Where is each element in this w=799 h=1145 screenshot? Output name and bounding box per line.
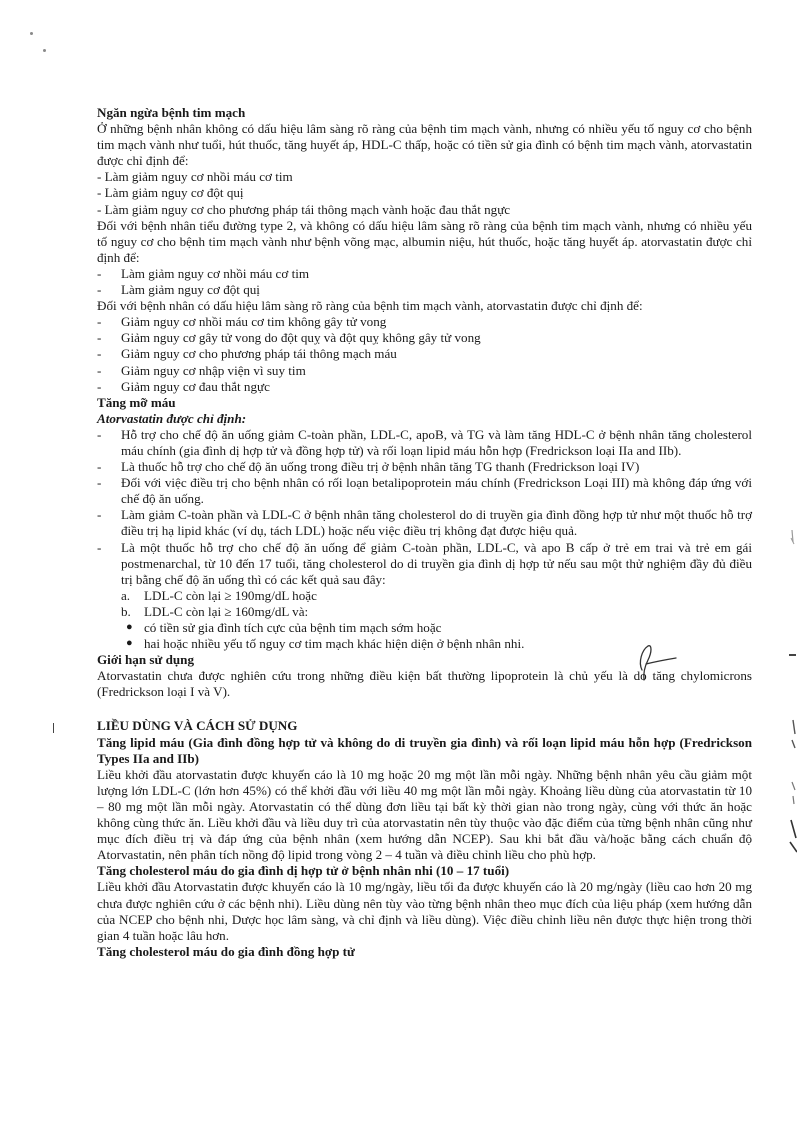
scan-edge-marks	[783, 520, 797, 860]
prevention-intro: Ở những bệnh nhân không có dấu hiệu lâm sàng rõ ràng của bệnh tim mạch vành, nhưng có nhiều yếu tố nguy cơ cho bệnh tim mạch vành như tuổi, hút thuốc, tăng huyết áp, HDL-C thấp, hoặc có tiền sử gia đình có bệnh tim mạch vành, atorvastatin được chỉ định để:	[97, 121, 752, 169]
dash-marker: -	[97, 539, 102, 555]
signs-paragraph: Đối với bệnh nhân có dấu hiệu lâm sàng rõ ràng của bệnh tim mạch vành, atorvastatin được chỉ định để:	[97, 298, 643, 314]
bullet-dot-icon: ●	[126, 637, 133, 650]
dash-marker: -	[97, 459, 102, 475]
dash-marker: -	[97, 314, 102, 330]
list-item: - Đối với việc điều trị cho bệnh nhân có rối loạn betalipoprotein máu chính (Fredrickson Loại III) mà không đáp ứng với chế độ ăn uống.	[97, 475, 752, 507]
scan-speck	[30, 32, 33, 35]
document-body	[97, 105, 752, 960]
list-item: - Làm giảm nguy cơ cho phương pháp tái thông mạch vành hoặc đau thắt ngực	[97, 201, 511, 217]
bullet-item: ● có tiền sử gia đình tích cực của bệnh tim mạch sớm hoặc	[126, 620, 442, 635]
list-item: - Giảm nguy cơ đau thắt ngực	[97, 378, 270, 394]
sub-item-a: a. LDL-C còn lại ≥ 190mg/dL hoặc	[121, 587, 317, 603]
dash-marker: -	[97, 475, 102, 491]
dosage-text-2: Liều khởi đầu Atorvastatin được khuyến cáo là 10 mg/ngày, liều tối đa được khuyến cáo là 20 mg/ngày (liều cao hơn 20 mg chưa được nghiên cứu ở các bệnh nhi). Liều dùng nên tùy vào từng bệnh nhân theo mục đích của liệu pháp (xem hướng dẫn của NCEP cho bệnh nhi, Dược học lâm sàng, và chỉ định và liều dùng). Việc điều chỉnh liều nên được thực hiện trong thời gian 4 tuần hoặc lâu hơn.	[97, 879, 752, 943]
list-item: - Giảm nguy cơ nhồi máu cơ tim không gây tử vong	[97, 314, 387, 330]
bullet-dot-icon: ●	[126, 621, 133, 633]
scan-speck	[43, 49, 46, 52]
dash-marker: -	[97, 265, 102, 281]
list-item: - Giảm nguy cơ nhập viện vì suy tim	[97, 362, 306, 378]
list-item: - Làm giảm C-toàn phần và LDL-C ở bệnh nhân tăng cholesterol do di truyền gia đình đồng hợp tử như một thuốc hỗ trợ điều trị hạ lipid khác (ví dụ, tách LDL) hoặc nếu việc điều trị không đạt được hiệu quả.	[97, 507, 752, 539]
list-item: - Làm giảm nguy cơ nhồi máu cơ tim	[97, 169, 293, 185]
dash-marker: -	[97, 426, 102, 442]
dosage-subheading-1: Tăng lipid máu (Gia đình đồng hợp tử và không do di truyền gia đình) và rối loạn lipid máu hỗn hợp (Fredrickson Types IIa and IIb)	[97, 734, 752, 766]
limits-text: Atorvastatin chưa được nghiên cứu trong những điều kiện bất thường lipoprotein là chủ yếu là do tăng chylomicrons (Fredrickson loại I và V).	[97, 668, 752, 700]
list-item: - Làm giảm nguy cơ nhồi máu cơ tim	[97, 265, 310, 281]
list-item: - Giảm nguy cơ cho phương pháp tái thông mạch máu	[97, 346, 397, 362]
dash-marker: -	[97, 282, 102, 298]
label-a: a.	[121, 587, 131, 603]
dash-marker: -	[97, 507, 102, 523]
dosage-subheading-2: Tăng cholesterol máu do gia đình dị hợp tử ở bệnh nhân nhi (10 – 17 tuổi)	[97, 863, 510, 879]
dosage-text-1: Liều khởi đầu atorvastatin được khuyến cáo là 10 mg hoặc 20 mg một lần mỗi ngày. Những bệnh nhân yêu cầu giảm một lượng lớn LDL-C (lớn hơn 45%) có thể khởi đầu với liều 40 mg một lần mỗi ngày. Khoảng liều dùng của atorvastatin từ 10 – 80 mg một lần mỗi ngày. Atorvastatin có thể dùng đơn liều tại bất kỳ thời gian nào trong ngày, cùng với thức ăn hoặc không cùng thức ăn. Liều khởi đầu và liều duy trì của atorvastatin nên tùy thuộc vào đặc điểm của từng bệnh nhân cũng như mục đích điều trị và đáp ứng của bệnh nhân (xem hướng dẫn NCEP). Sau khi bắt đầu và/hoặc bằng cách chuẩn độ Atorvastatin, nên phân tích nồng độ lipid trong vòng 2 – 4 tuần và điều chỉnh liều cho phù hợp.	[97, 766, 752, 863]
list-item: - Giảm nguy cơ gây tử vong do đột quỵ và đột quỵ không gây tử vong	[97, 330, 481, 346]
bullet-item: ● hai hoặc nhiều yếu tố nguy cơ tim mạch khác hiện diện ở bệnh nhân nhi.	[126, 636, 525, 652]
dash-marker: -	[97, 346, 102, 362]
scan-speck	[53, 723, 54, 733]
diabetes-paragraph: Đối với bệnh nhân tiểu đường type 2, và không có dấu hiệu lâm sàng rõ ràng của bệnh tim mạch vành, nhưng có nhiều yếu tố nguy cơ cho bệnh tim mạch vành như bệnh võng mạc, albumin niệu, hút thuốc, hoặc tăng huyết áp. atorvastatin được chỉ định để:	[97, 217, 752, 265]
list-item: - Làm giảm nguy cơ đột quị	[97, 282, 260, 298]
prevention-heading: Ngăn ngừa bệnh tim mạch	[97, 105, 246, 120]
sub-item-b: b. LDL-C còn lại ≥ 160mg/dL và:	[121, 603, 309, 619]
dash-marker: -	[97, 330, 102, 346]
label-b: b.	[121, 603, 131, 619]
limits-heading: Giới hạn sử dụng	[97, 652, 194, 668]
dash-marker: -	[97, 378, 102, 394]
list-item: - Làm giảm nguy cơ đột quị	[97, 185, 244, 201]
lipids-heading: Tăng mỡ máu	[97, 394, 176, 410]
list-item: - Hỗ trợ cho chế độ ăn uống giảm C-toàn phần, LDL-C, apoB, và TG và làm tăng HDL-C ở bệnh nhân tăng cholesterol máu chính (gia đình dị hợp tử và đồng hợp tử) và rối loạn lipid máu hỗn hợp (Fredrickson loại IIa and IIb).	[97, 426, 752, 458]
list-item: - Là một thuốc hỗ trợ cho chế độ ăn uống để giảm C-toàn phần, LDL-C, và apo B cấp ở trẻ em trai và trẻ em gái postmenarchal, từ 10 đến 17 tuổi, tăng cholesterol do di truyền gia đình dị hợp tử nếu sau một thử nghiệm đầy đủ điều trị bằng chế độ ăn uống thì có các kết quả sau đây:	[97, 539, 752, 587]
dosage-subheading-3: Tăng cholesterol máu do gia đình đồng hợp tử	[97, 943, 355, 959]
dash-marker: -	[97, 362, 102, 378]
lipids-subheading: Atorvastatin được chỉ định:	[97, 410, 247, 426]
dosage-heading: LIỀU DÙNG VÀ CÁCH SỬ DỤNG	[97, 718, 298, 734]
list-item: - Là thuốc hỗ trợ cho chế độ ăn uống trong điều trị ở bệnh nhân tăng TG thanh (Fredrickson loại IV)	[97, 459, 640, 475]
